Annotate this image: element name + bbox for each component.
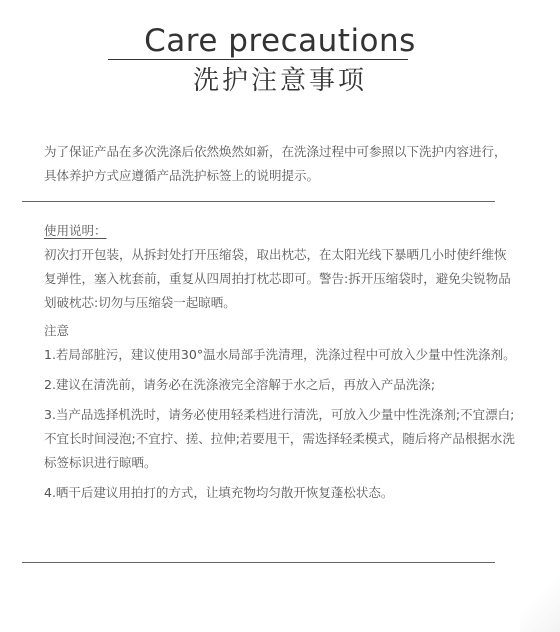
divider-top bbox=[22, 201, 495, 202]
divider-bottom bbox=[22, 562, 495, 563]
notes-heading: 注意 bbox=[44, 323, 70, 338]
note-item-2: 2.建议在清洗前，请务必在洗涤液完全溶解于水之后，再放入产品洗涤; bbox=[44, 377, 436, 392]
note-item-3: 3.当产品选择机洗时，请务必使用轻柔档进行清洗，可放入少量中性洗涤剂;不宜漂白;不宜长时间浸泡;不宜拧、搓、拉伸;若要甩干，需选择轻柔模式，随后将产品根据水洗标签标识进行晾晒。 bbox=[44, 407, 515, 470]
note-item-1: 1.若局部脏污，建议使用30°温水局部手洗清理，洗涤过程中可放入少量中性洗涤剂。 bbox=[44, 347, 516, 362]
corner-shadow bbox=[520, 572, 560, 632]
title-chinese: 洗护注意事项 bbox=[192, 66, 367, 96]
instructions-section bbox=[44, 219, 516, 505]
usage-heading: 使用说明： bbox=[44, 223, 107, 238]
usage-text: 初次打开包装，从拆封处打开压缩袋，取出枕芯，在太阳光线下暴晒几小时使纤维恢复弹性，塞入枕套前，重复从四周拍打枕芯即可。警告:拆开压缩袋时，避免尖锐物品划破枕芯:切勿与压缩袋一起晾晒。 bbox=[44, 247, 511, 310]
title-english: Care precautions bbox=[144, 23, 416, 59]
intro-paragraph: 为了保证产品在多次洗涤后依然焕然如新，在洗涤过程中可参照以下洗护内容进行，具体养护方式应遵循产品洗护标签上的说明提示。 bbox=[44, 144, 507, 183]
title-underline bbox=[108, 59, 408, 60]
note-item-4: 4.晒干后建议用拍打的方式，让填充物均匀散开恢复蓬松状态。 bbox=[44, 485, 394, 500]
